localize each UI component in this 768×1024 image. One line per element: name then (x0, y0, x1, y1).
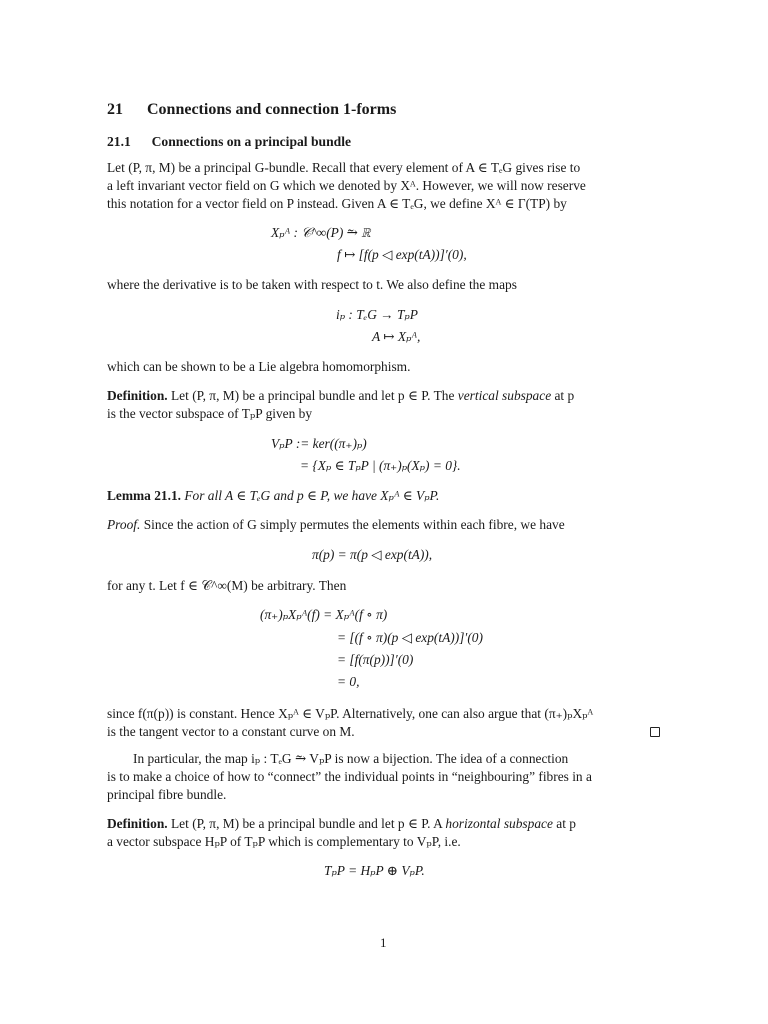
para6-line2: is to make a choice of how to “connect” the individual points in “neighbouring” fibres in a (107, 769, 592, 784)
proof-text: Since the action of G simply permutes the elements within each fibre, we have (143, 517, 565, 532)
def2-text-a: Let (P, π, M) be a principal bundle and let p ∈ P. A (171, 816, 446, 831)
para3: which can be shown to be a Lie algebra homomorphism. (107, 359, 411, 374)
subsection-number: 21.1 (107, 134, 131, 149)
lemma (107, 487, 439, 505)
def1-text-b: at p (551, 388, 575, 403)
section-number: 21 (107, 101, 123, 118)
eq2-line2: A ↦ Xₚᴬ, (372, 329, 421, 344)
para6-line3: principal fibre bundle. (107, 787, 227, 802)
lemma-label: Lemma 21.1. (107, 488, 182, 503)
section-title: Connections and connection 1-forms (147, 101, 397, 118)
eq2-line1: iₚ : TₑG → TₚP (336, 307, 418, 322)
proof-line1 (107, 516, 565, 534)
para4: for any t. Let f ∈ 𝒞^∞(M) be arbitrary. Then (107, 578, 347, 593)
section-heading (107, 101, 396, 119)
para5-line1: since f(π(p)) is constant. Hence Xₚᴬ ∈ VₚP. Alternatively, one can also argue that (π₊)ₚXₚᴬ (107, 706, 594, 721)
def2-label: Definition. (107, 816, 168, 831)
para1-line2: a left invariant vector field on G which we denoted by Xᴬ. However, we will now reserve (107, 178, 586, 193)
eq5-line1: (π₊)ₚXₚᴬ(f) = Xₚᴬ(f ∘ π) (260, 607, 388, 622)
eq6: TₚP = HₚP ⊕ VₚP. (324, 863, 425, 878)
para6-line1: In particular, the map iₚ : TₑG ⥲ VₚP is now a bijection. The idea of a connection (133, 751, 569, 766)
eq5-line2: = [(f ∘ π)(p ◁ exp(tA))]′(0) (337, 630, 483, 645)
eq1-line1: Xₚᴬ : 𝒞^∞(P) ⥲ ℝ (271, 225, 371, 240)
eq3-line2: = {Xₚ ∈ TₚP | (π₊)ₚ(Xₚ) = 0}. (300, 458, 461, 473)
def2-term: horizontal subspace (445, 816, 553, 831)
def1-term: vertical subspace (457, 388, 552, 403)
subsection-title: Connections on a principal bundle (151, 134, 352, 149)
def2-line2: a vector subspace HₚP of TₚP which is complementary to VₚP, i.e. (107, 834, 461, 849)
eq1-line2: f ↦ [f(p ◁ exp(tA))]′(0), (337, 247, 467, 262)
para1-line3: this notation for a vector field on P instead. Given A ∈ TₑG, we define Xᴬ ∈ Γ(TP) by (107, 196, 567, 211)
eq5-line4: = 0, (337, 674, 360, 689)
para2: where the derivative is to be taken with respect to t. We also define the maps (107, 277, 517, 292)
para1-line1: Let (P, π, M) be a principal G-bundle. Recall that every element of A ∈ TₑG gives rise to (107, 160, 581, 175)
para5-line2: is the tangent vector to a constant curve on M. (107, 724, 355, 739)
def2-text-b: at p (552, 816, 576, 831)
qed-box-icon (650, 727, 660, 737)
def1-text-a: Let (P, π, M) be a principal bundle and let p ∈ P. The (171, 388, 458, 403)
page-number: 1 (380, 935, 387, 950)
def1-line2: is the vector subspace of TₚP given by (107, 406, 313, 421)
def1-line1 (107, 387, 574, 405)
def1-label: Definition. (107, 388, 168, 403)
lemma-text: For all A ∈ TₑG and p ∈ P, we have Xₚᴬ ∈ VₚP. (184, 488, 440, 503)
subsection-heading (107, 134, 351, 150)
eq3-line1: VₚP := ker((π₊)ₚ) (271, 436, 367, 451)
eq4: π(p) = π(p ◁ exp(tA)), (312, 547, 433, 562)
eq5-line3: = [f(π(p))]′(0) (337, 652, 414, 667)
proof-label: Proof. (107, 517, 141, 532)
def2-line1 (107, 815, 576, 833)
